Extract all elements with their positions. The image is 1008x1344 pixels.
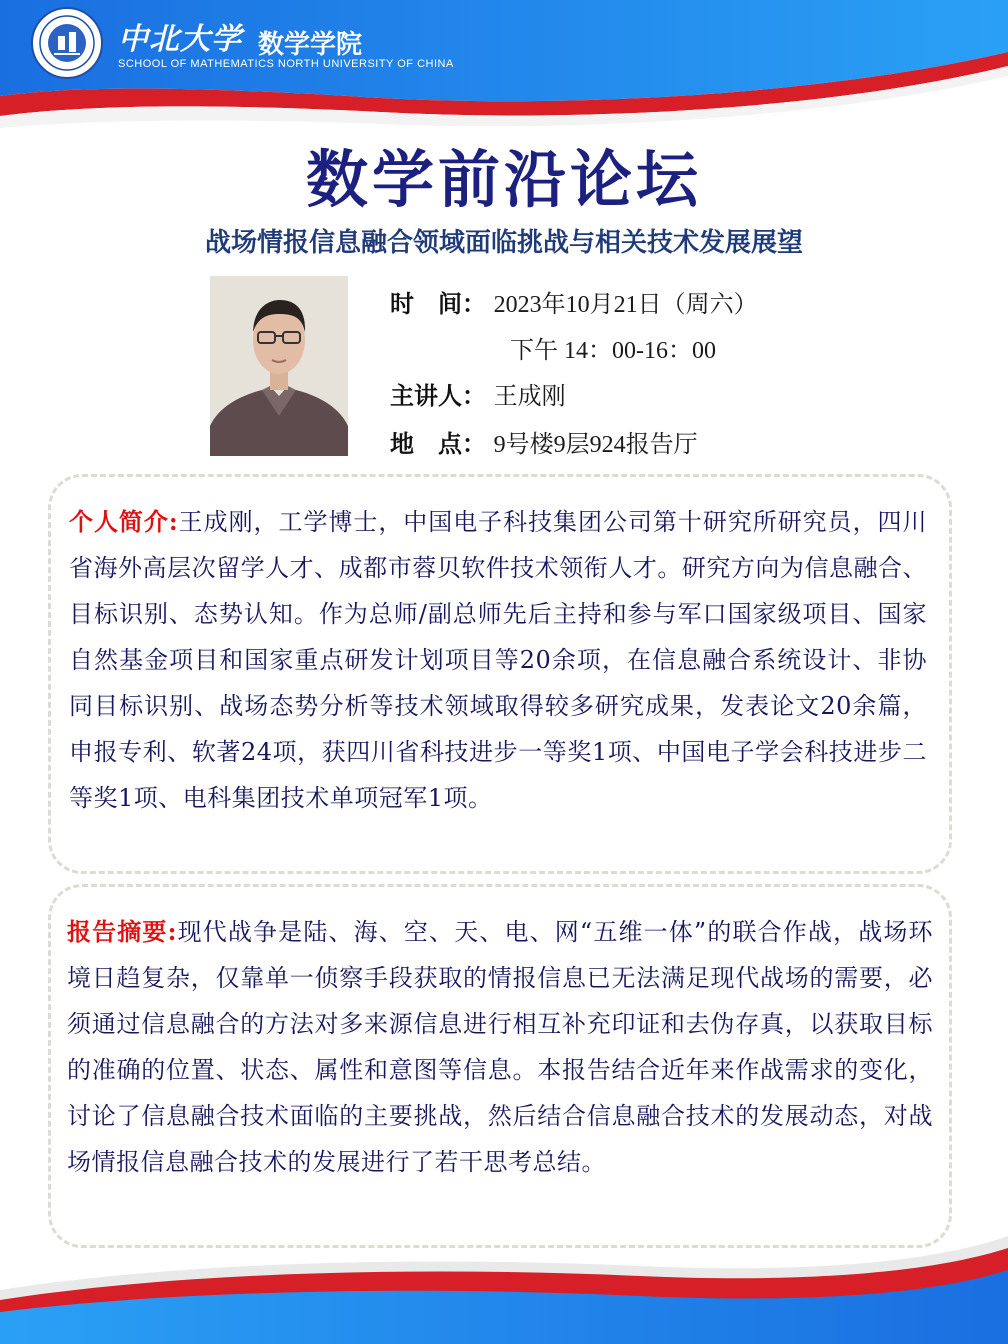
university-name: 中北大学 bbox=[118, 22, 242, 57]
speaker-row bbox=[390, 376, 566, 411]
bio-paragraph bbox=[69, 499, 927, 821]
speaker-photo bbox=[210, 276, 348, 456]
time-value: 2023年10月21日（周六） bbox=[493, 292, 758, 318]
school-name: 数学学院 bbox=[258, 30, 363, 60]
bio-label: 个人简介: bbox=[69, 507, 179, 536]
place-row bbox=[390, 424, 698, 459]
abstract-box bbox=[48, 884, 952, 1248]
abstract-label: 报告摘要: bbox=[67, 917, 177, 946]
place-value: 9号楼9层924报告厅 bbox=[493, 432, 698, 458]
bio-box bbox=[48, 474, 952, 874]
place-label: 地 点： bbox=[390, 429, 486, 458]
bio-text: 王成刚，工学博士，中国电子科技集团公司第十研究所研究员，四川省海外高层次留学人才、成都市蓉贝软件技术领衔人才。研究方向为信息融合、目标识别、态势认知。作为总师/副总师先后主持和参与军口国家级项目、国家自然基金项目和国家重点研发计划项目等20余项，在信息融合系统设计、非协同目标识别、战场态势分析等技术领域取得较多研究成果，发表论文20余篇，申报专利、软著24项，获四川省科技进步一等奖1项、中国电子学会科技进步二等奖1项、电科集团技术单项冠军1项。 bbox=[69, 508, 928, 812]
speaker-label: 主讲人： bbox=[390, 381, 486, 410]
speaker-value: 王成刚 bbox=[493, 384, 566, 410]
abstract-paragraph bbox=[67, 909, 933, 1185]
university-seal-icon bbox=[30, 6, 104, 80]
time-row bbox=[390, 284, 758, 319]
abstract-text: 现代战争是陆、海、空、天、电、网“五维一体”的联合作战，战场环境日趋复杂，仅靠单一侦察手段获取的情报信息已无法满足现代战场的需要，必须通过信息融合的方法对多来源信息进行相互补充印证和去伪存真，以获取目标的准确的位置、状态、属性和意图等信息。本报告结合近年来作战需求的变化，讨论了信息融合技术面临的主要挑战，然后结合信息融合技术的发展动态，对战场情报信息融合技术的发展进行了若干思考总结。 bbox=[67, 918, 934, 1176]
time-label: 时 间： bbox=[390, 289, 486, 318]
talk-subtitle: 战场情报信息融合领域面临挑战与相关技术发展展望 bbox=[204, 228, 803, 258]
forum-title: 数学前沿论坛 bbox=[305, 143, 702, 216]
time-row-2 bbox=[510, 330, 716, 365]
time-value-2: 下午 14：00-16：00 bbox=[510, 338, 716, 364]
school-name-english: SCHOOL OF MATHEMATICS NORTH UNIVERSITY OF CHINA bbox=[118, 58, 454, 70]
